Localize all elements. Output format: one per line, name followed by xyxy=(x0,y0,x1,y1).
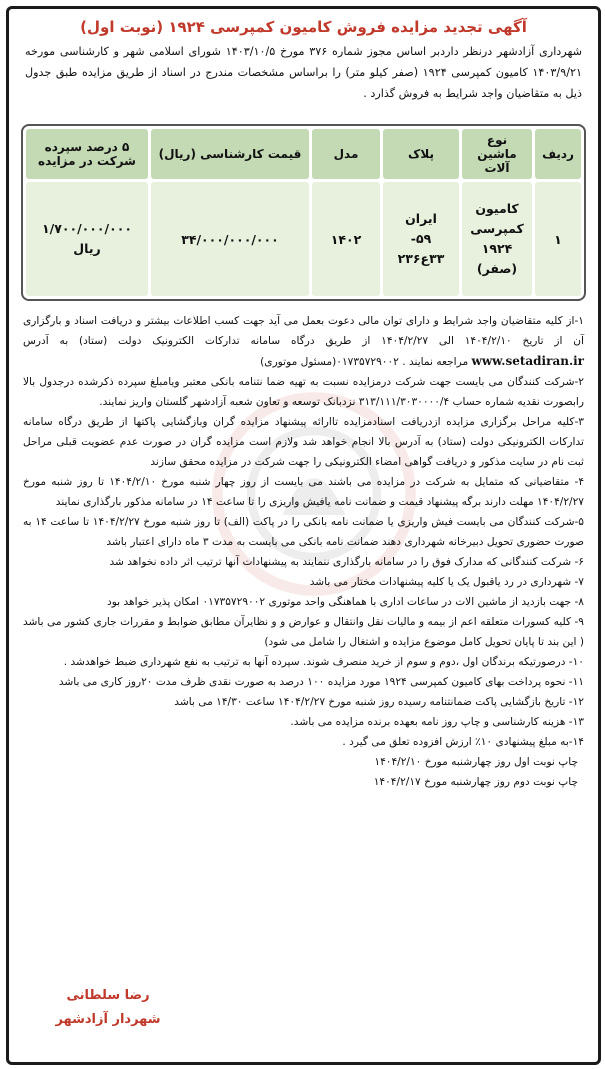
clause-14: ۱۴-به مبلغ پیشنهادی ۱۰٪ ارزش افزوده تعلق می گیرد . xyxy=(342,736,584,748)
machine-type-line: کمپرسی xyxy=(470,221,524,236)
clause-9: ۹- کلیه کسورات متعلقه اعم از بیمه و مالیات نقل وانتقال و عوارض و و نظایرآن مطابق ضوابط و مقررات جاری کشور می باشد ( این بند تا پایان تحویل کامل موضوع مزایده و اشتغال را شامل می شود) xyxy=(23,616,584,648)
header-expert-price: قیمت کارشناسی (ریال) xyxy=(151,129,309,179)
conditions-list xyxy=(21,311,586,792)
clause-3: ۳-کلیه مراحل برگزاری مزایده ازدریافت اسنادمزایده تاارائه پیشنهاد مزایده گران وبازگشایی پاکتها از طریق درگاه سامانه تدارکات الکترونیکی دولت (ستاد) به آدرس بالا انجام خواهد شد ولازم است مزایده گران در صورت عدم عضویت قبلی مراحل ثبت نام در سایت مذکور و دریافت گواهی امضاء الکترونیکی را جهت شرکت در مزایده محقق سازند xyxy=(23,416,584,468)
plate-line: ایران xyxy=(405,211,437,226)
notice-title: آگهی تجدید مزایده فروش کامیون کمپرسی ۱۹۲۴ (نوبت اول) xyxy=(80,18,527,36)
table-row xyxy=(26,182,581,296)
signer-name: رضا سلطانی xyxy=(66,988,150,1003)
clause-4: ۴- متقاضیانی که متمایل به شرکت در مزایده می باشند می بایست از روز چهار شنبه مورخ ۱۴۰۴/۲/۱۰ تا روز شنبه مورخ ۱۴۰۴/۲/۲۷ مهلت دارند برگه پیشنهاد قیمت و ضمانت نامه یافیش واریزی را تا ساعت ۱۴ در سامانه مذکور بارگذاری نمایند xyxy=(23,476,585,508)
header-deposit: ۵ درصد سپرده شرکت در مزایده xyxy=(26,129,148,179)
clause-2: ۲-شرکت کنندگان می بایست جهت شرکت درمزایده نسبت به تهیه ضما نتنامه بانکی معتبر ویامبلغ سپرده ذکرشده درجدول بالا رابصورت نقدیه شماره حساب ۳۱۳/۱۱۱/۳۰۳۰۰۰۰/۴ نزدبانک توسعه و تعاون شعبه آزادشهر گلستان واریز نمایند. xyxy=(23,376,584,408)
clause-11: ۱۱- نحوه پرداخت بهای کامیون کمپرسی ۱۹۲۴ مورد مزایده ۱۰۰ درصد به صورت نقدی ظرف مدت ۲۰روز کاری می باشد xyxy=(58,676,584,688)
machine-type-line: کامیون xyxy=(475,201,519,216)
cell-row-number: ۱ xyxy=(535,182,581,296)
notice-content xyxy=(21,17,586,792)
clause-6: ۶- شرکت کنندگانی که مدارک فوق را در سامانه بارگذاری ننمایند به پیشنهادات آنها ترتیب اثر داده نخواهد شد xyxy=(109,556,584,568)
clause-1-contact: مراجعه نمایند . ۰۱۷۳۵۷۲۹۰۰۲(مسئول موتوری) xyxy=(260,356,469,368)
header-machine-type: نوع ماشین آلات xyxy=(462,129,532,179)
clause-7: ۷- شهرداری در رد یاقبول یک یا کلیه پیشنهادات مختار می باشد xyxy=(309,576,584,588)
cell-model: ۱۴۰۲ xyxy=(312,182,380,296)
cell-plate xyxy=(383,182,459,296)
notice-frame xyxy=(6,6,601,1065)
header-model: مدل xyxy=(312,129,380,179)
signature-block xyxy=(23,984,193,1032)
cell-expert-price: ۳۴/۰۰۰/۰۰۰/۰۰۰ xyxy=(151,182,309,296)
clause-5: ۵-شرکت کنندگان می بایست فیش واریزی یا ضمانت نامه بانکی را در پاکت (الف) تا روز شنبه مورخ ۱۴۰۴/۲/۲۷ تا ساعت ۱۴ به صورت حضوری تحویل دبیرخانه شهرداری دهند ضمانت نامه بانکی می بایست به مدت ۳ ماه دارای اعتبار باشد xyxy=(23,516,584,548)
header-row-number: ردیف xyxy=(535,129,581,179)
header-plate: پلاک xyxy=(383,129,459,179)
notice-intro: شهرداری آزادشهر درنظر داردبر اساس مجوز شماره ۳۷۶ مورخ ۱۴۰۳/۱۰/۵ شورای اسلامی شهر و کارشناسی مورخه ۱۴۰۳/۹/۲۱ کامیون کمپرسی ۱۹۲۴ (صفر کیلو متر) را براساس مشخصات مندرج در اسناد از طریق مزایده طبق جدول ذیل به متقاضیان واجد شرایط به فروش گذارد . xyxy=(25,45,582,100)
cell-deposit xyxy=(26,182,148,296)
clause-1 xyxy=(23,311,584,372)
signer-role: شهردار آزادشهر xyxy=(55,1012,161,1027)
deposit-amount: ۱/۷۰۰/۰۰۰/۰۰۰ xyxy=(42,221,132,236)
print-first-date: چاپ نوبت اول روز چهارشنبه مورخ ۱۴۰۴/۲/۱۰ xyxy=(374,756,578,768)
clause-13: ۱۳- هزینه کارشناسی و چاپ روز نامه بعهده برنده مزایده می باشد. xyxy=(290,716,584,728)
auction-table xyxy=(21,124,586,301)
clause-1-text: ۱-از کلیه متقاضیان واجد شرایط و دارای توان مالی دعوت بعمل می آید جهت کسب اطلاعات بیشتر و دریافت اسناد و بارگزاری آن از تاریخ ۱۴۰۴/۲/۱۰ الی ۱۴۰۴/۲/۲۷ از طریق درگاه سامانه تدارکات الکترونیک دولت (ستاد) به آدرس xyxy=(23,315,584,347)
clause-10: ۱۰- درصورتیکه برندگان اول ،دوم و سوم از خرید منصرف شوند. سپرده آنها به ترتیب به نفع شهرداری ضبط خواهدشد . xyxy=(63,656,584,668)
machine-type-line: ۱۹۲۴ xyxy=(481,241,513,256)
clause-12: ۱۲- تاریخ بازگشایی پاکت ضمانتنامه رسیده روز شنبه مورخ ۱۴۰۴/۲/۲۷ ساعت ۱۴/۳۰ می باشد xyxy=(174,696,584,708)
table-header-row xyxy=(26,129,581,179)
machine-type-line: (صفر) xyxy=(476,261,518,276)
print-second-date: چاپ نوبت دوم روز چهارشنبه مورخ ۱۴۰۴/۲/۱۷ xyxy=(373,776,578,788)
plate-line: ۵۹- xyxy=(410,231,432,246)
setad-website-link[interactable]: www.setadiran.ir xyxy=(471,354,584,368)
cell-machine-type xyxy=(462,182,532,296)
clause-8: ۸- جهت بازدید از ماشین الات در ساعات اداری با هماهنگی واحد موتوری ۰۱۷۳۵۷۲۹۰۰۲ امکان پذیر خواهد بود xyxy=(106,596,584,608)
deposit-unit: ریال xyxy=(73,241,101,256)
plate-line: ۳۳ع۲۳۶ xyxy=(397,251,445,266)
